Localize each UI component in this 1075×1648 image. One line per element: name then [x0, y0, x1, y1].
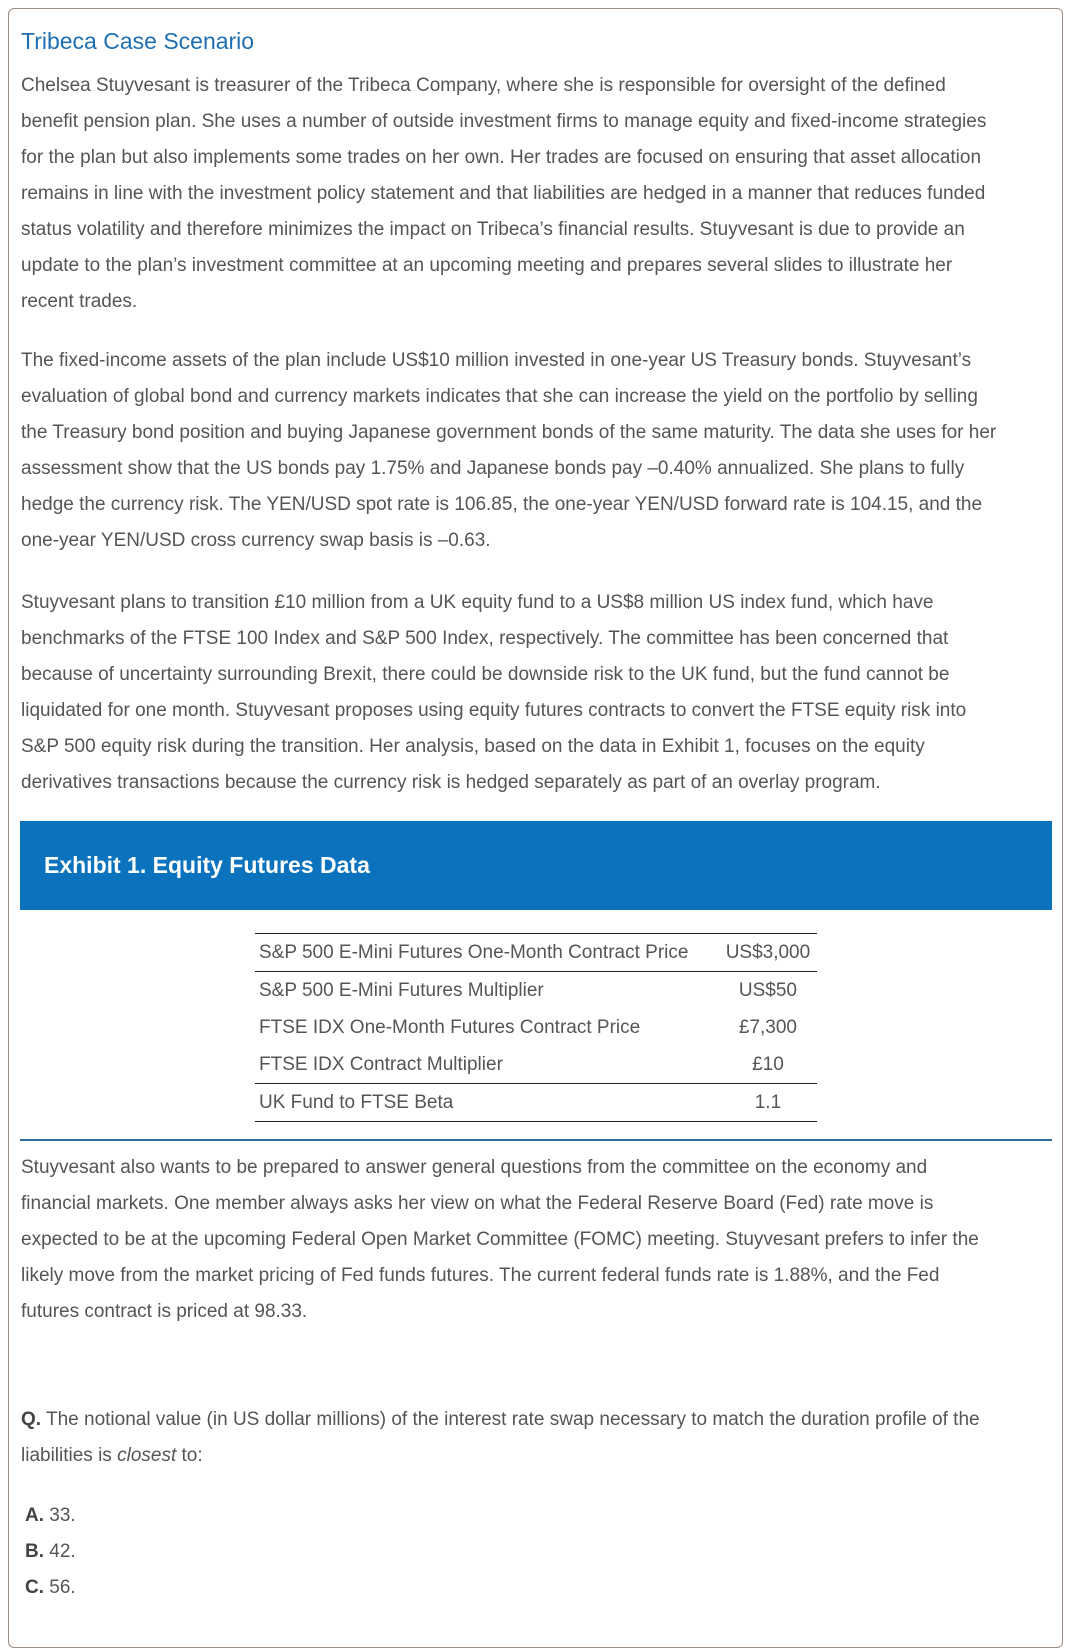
answer-option-b[interactable]: [25, 1534, 76, 1570]
option-letter: C.: [25, 1577, 44, 1598]
paragraph-line: benefit pension plan. She uses a number of outside investment firms to manage equity and fixed-income strategies: [21, 111, 987, 132]
row-label: FTSE IDX Contract Multiplier: [255, 1046, 719, 1084]
option-text: 42.: [44, 1541, 76, 1562]
row-label: S&P 500 E-Mini Futures One-Month Contract Price: [255, 934, 719, 972]
answer-option-a[interactable]: [25, 1498, 76, 1534]
question-line-1: [21, 1402, 1051, 1438]
row-value: US$50: [738, 980, 797, 1001]
question-text: The notional value (in US dollar millions) of the interest rate swap necessary to match the duration profile of the: [41, 1409, 980, 1430]
answer-options: [25, 1498, 76, 1606]
row-label: UK Fund to FTSE Beta: [255, 1084, 719, 1122]
paragraph-line: assessment show that the US bonds pay 1.75% and Japanese bonds pay –0.40% annualized. She plans to fully: [21, 458, 965, 479]
table-row: [255, 972, 817, 1010]
table-row: [255, 1009, 817, 1046]
question-text-2: liabilities is: [21, 1445, 118, 1466]
paragraph-line: futures contract is priced at 98.33.: [21, 1301, 308, 1322]
question-line-2: [21, 1438, 1051, 1474]
option-text: 56.: [44, 1577, 76, 1598]
row-label: S&P 500 E-Mini Futures Multiplier: [259, 980, 544, 1001]
paragraph-line: The fixed-income assets of the plan include US$10 million invested in one-year US Treasury bonds. Stuyvesant’s: [21, 350, 972, 371]
paragraph-line: Chelsea Stuyvesant is treasurer of the Tribeca Company, where she is responsible for oversight of the defined: [21, 75, 946, 96]
case-paragraph-1: [21, 68, 1051, 320]
case-paragraph-3: [21, 585, 1051, 801]
exhibit-title: Exhibit 1. Equity Futures Data: [44, 852, 370, 878]
paragraph-line: remains in line with the investment policy statement and that liabilities are hedged in a manner that reduces funded: [21, 183, 986, 204]
option-text: 33.: [44, 1505, 76, 1526]
exhibit-divider: [20, 1139, 1052, 1141]
answer-option-c[interactable]: [25, 1570, 76, 1606]
case-paragraph-4: [21, 1150, 1051, 1330]
paragraph-line: status volatility and therefore minimizes the impact on Tribeca’s financial results. Stuyvesant is due to provide an: [21, 219, 965, 240]
paragraph-line: because of uncertainty surrounding Brexit, there could be downside risk to the UK fund, but the fund cannot be: [21, 664, 950, 685]
row-value: 1.1: [719, 1084, 817, 1122]
row-value: £7,300: [738, 1017, 797, 1038]
option-letter: A.: [25, 1505, 44, 1526]
table-row: [255, 1046, 817, 1084]
table-row: [255, 1084, 817, 1122]
paragraph-line: hedge the currency risk. The YEN/USD spot rate is 106.85, the one-year YEN/USD forward rate is 104.15, and the: [21, 494, 983, 515]
paragraph-line: the Treasury bond position and buying Japanese government bonds of the same maturity. The data she uses for her: [21, 422, 997, 443]
case-paragraph-2: [21, 343, 1051, 559]
paragraph-line: Stuyvesant plans to transition £10 million from a UK equity fund to a US$8 million US index fund, which have: [21, 592, 934, 613]
paragraph-line: Stuyvesant also wants to be prepared to answer general questions from the committee on the economy and: [21, 1157, 928, 1178]
paragraph-line: likely move from the market pricing of Fed funds futures. The current federal funds rate is 1.88%, and the Fed: [21, 1265, 940, 1286]
paragraph-line: update to the plan’s investment committee at an upcoming meeting and prepares several slides to illustrate her: [21, 255, 953, 276]
paragraph-line: benchmarks of the FTSE 100 Index and S&P 500 Index, respectively. The committee has been concerned that: [21, 628, 949, 649]
table-row: [255, 934, 817, 972]
row-value: US$3,000: [719, 934, 817, 972]
row-label: FTSE IDX One-Month Futures Contract Price: [259, 1017, 641, 1038]
paragraph-line: one-year YEN/USD cross currency swap basis is –0.63.: [21, 530, 491, 551]
paragraph-line: S&P 500 equity risk during the transition. Her analysis, based on the data in Exhibit 1, focuses on the equity: [21, 736, 925, 757]
exhibit-table: [255, 933, 817, 1122]
question-stem: [21, 1402, 1051, 1474]
paragraph-line: liquidated for one month. Stuyvesant proposes using equity futures contracts to convert the FTSE equity risk into: [21, 700, 967, 721]
row-value: £10: [719, 1046, 817, 1084]
question-text-3: to:: [176, 1445, 203, 1466]
paragraph-line: derivatives transactions because the currency risk is hedged separately as part of an overlay program.: [21, 772, 881, 793]
question-emphasis: closest: [117, 1445, 177, 1466]
paragraph-line: for the plan but also implements some trades on her own. Her trades are focused on ensuring that asset allocation: [21, 147, 982, 168]
paragraph-line: expected to be at the upcoming Federal Open Market Committee (FOMC) meeting. Stuyvesant prefers to infer the: [21, 1229, 979, 1250]
case-title: Tribeca Case Scenario: [21, 28, 255, 54]
paragraph-line: financial markets. One member always asks her view on what the Federal Reserve Board (Fed) rate move is: [21, 1193, 934, 1214]
question-label: Q.: [21, 1409, 42, 1430]
option-letter: B.: [25, 1541, 44, 1562]
exhibit-header: [20, 821, 1052, 910]
paragraph-line: recent trades.: [21, 291, 138, 312]
paragraph-line: evaluation of global bond and currency markets indicates that she can increase the yield on the portfolio by selling: [21, 386, 978, 407]
